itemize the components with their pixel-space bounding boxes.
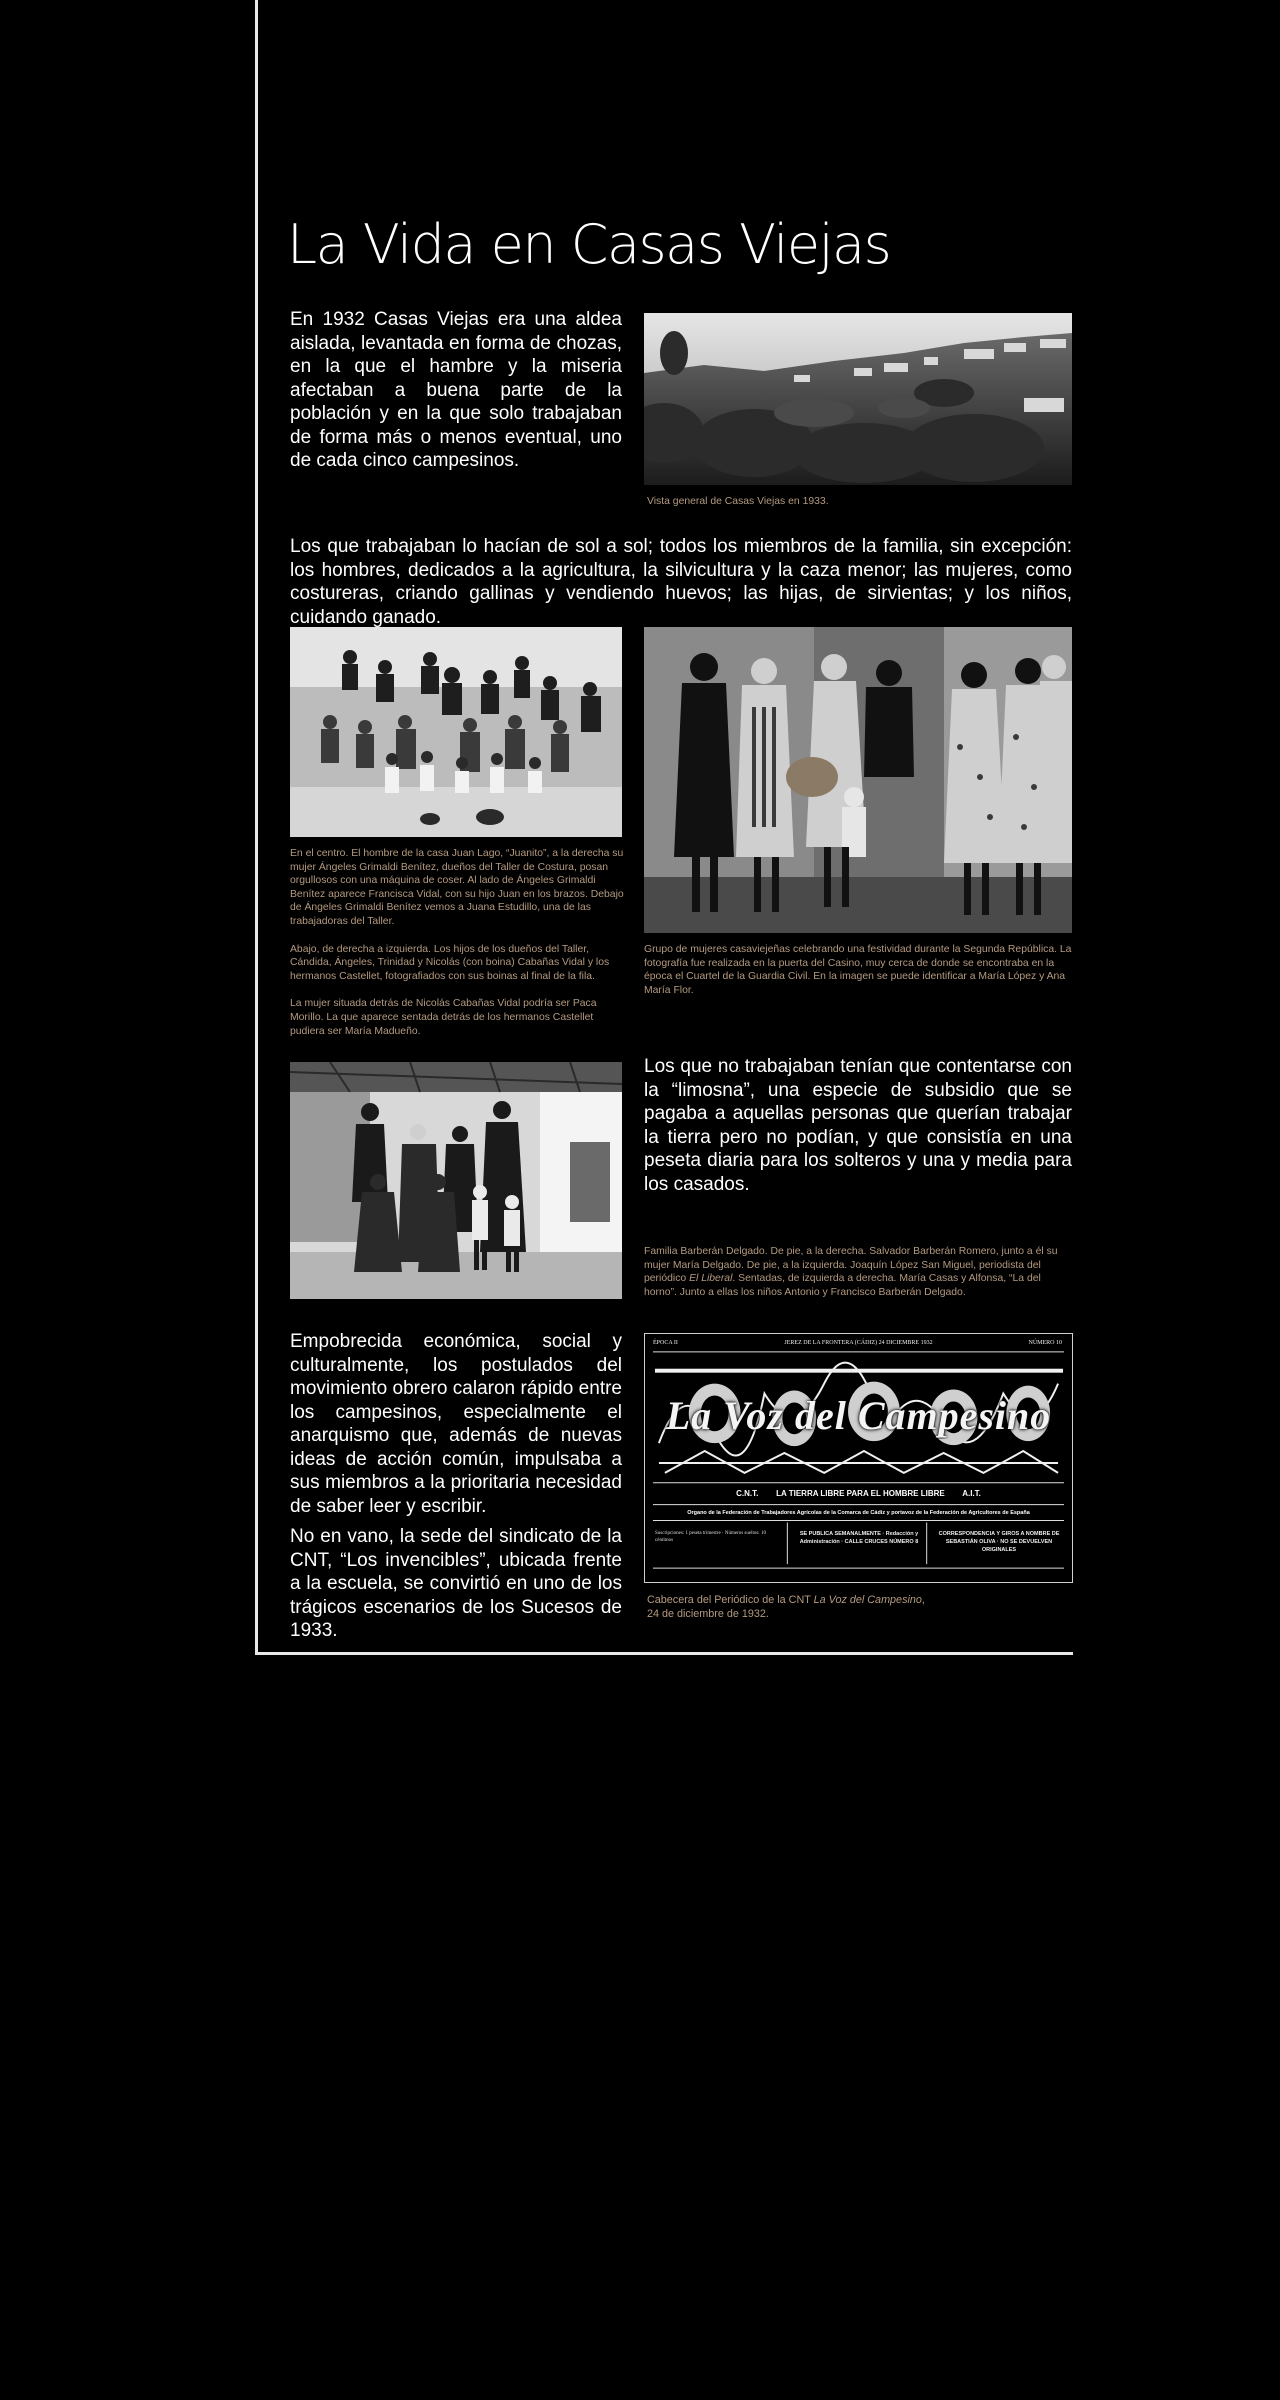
limosna-paragraph: Los que no trabajaban tenían que contentarse con la “limosna”, una especie de subsidio que se pagaba a aquellas personas que querían trabajar la tierra pero no podían, y que consistía en una peseta diaria para los solteros y una y media para los casados. bbox=[644, 1056, 1072, 1195]
women-group-photo bbox=[644, 627, 1072, 933]
village-view-photo bbox=[644, 313, 1072, 485]
newspaper-caption-date: 24 de diciembre de 1932. bbox=[647, 1608, 769, 1620]
cnt-paragraph: No en vano, la sede del sindicato de la CNT, “Los invencibles”, ubicada frente a la escuela, se convirtió en uno de los trágicos escenarios de los Sucesos de 1933. bbox=[290, 1526, 622, 1641]
newspaper-header-image bbox=[644, 1333, 1073, 1583]
newspaper-col-mid: SE PUBLICA SEMANALMENTE · Redacción y Administración · CALLE CRUCES NÚMERO 8 bbox=[799, 1531, 919, 1545]
family-photo bbox=[290, 1062, 622, 1299]
family-caption-newspaper: El Liberal bbox=[689, 1273, 733, 1285]
newspaper-masthead: La Voz del Campesino bbox=[665, 1393, 1052, 1438]
frame-bottom-rule bbox=[255, 1652, 1073, 1655]
newspaper-slogan-right: A.I.T. bbox=[962, 1489, 981, 1498]
family-caption bbox=[644, 1245, 1072, 1299]
intro-paragraph: En 1932 Casas Viejas era una aldea aislada, levantada en forma de chozas, en la que el hambre y la miseria afectaban a buena parte de la población y en la que solo trabajaban de forma más o menos eventual, uno de cada cinco campesinos. bbox=[290, 309, 622, 471]
newspaper-caption-part2: , bbox=[921, 1594, 925, 1606]
village-view-caption: Vista general de Casas Viejas en 1933. bbox=[647, 496, 829, 507]
newspaper-caption-title: La Voz del Campesino bbox=[813, 1594, 922, 1606]
newspaper-slogan-mid: LA TIERRA LIBRE PARA EL HOMBRE LIBRE bbox=[776, 1489, 945, 1498]
newspaper-col-right: CORRESPONDENCIA Y GIROS A NOMBRE DE SEBASTIÁN OLIVA · NO SE DEVUELVEN ORIGINALES bbox=[938, 1531, 1060, 1553]
frame-left-rule bbox=[255, 0, 258, 1655]
caption-paragraph-below: Abajo, de derecha a izquierda. Los hijos de los dueños del Taller, Cándida, Ángeles, Trinidad y Nicolás (con boina) Cabañas Vidal y los hermanos Castellet, fotografiados con sus boinas al final de la fila. bbox=[290, 943, 610, 982]
workers-paragraph: Los que trabajaban lo hacían de sol a sol; todos los miembros de la familia, sin excepción: los hombres, dedicados a la agricultura, la silvicultura y la caza menor; las mujeres, como costureras, criando gallinas y vendiendo huevos; las hijas, de sirvientas; y los niños, cuidando ganado. bbox=[290, 536, 1072, 628]
newspaper-slogan-left: C.N.T. bbox=[736, 1489, 759, 1498]
newspaper-col-left: Suscripciones: 1 peseta trimestre · Números sueltos: 10 céntimos bbox=[655, 1531, 766, 1543]
newspaper-caption-part1: Cabecera del Periódico de la CNT bbox=[647, 1594, 814, 1606]
family-caption-part1: Familia Barberán Delgado. De pie, a la derecha. Salvador Barberán Romero, junto a él su mujer María Delgado. De pie, a la izquierda. Joaquín López San Miguel, periodista del periódico bbox=[644, 1246, 1058, 1285]
family-caption-part2: . Sentadas, de izquierda a derecha. María Casas y Alfonsa, “La del horno”. Junto a ellas los niños Antonio y Francisco Barberán Delgado. bbox=[644, 1273, 1041, 1298]
page-title: La Vida en Casas Viejas bbox=[287, 213, 891, 276]
newspaper-dateline: JEREZ DE LA FRONTERA (CÁDIZ) 24 DICIEMBRE 1932 bbox=[784, 1340, 933, 1346]
caption-paragraph-center: En el centro. El hombre de la casa Juan Lago, “Juanito”, a la derecha su mujer Ángeles Grimaldi Benítez, dueños del Taller de Costura, posan orgullosos con una máquina de coser. Al lado de Ángeles Grimaldi Benítez aparece Francisca Vidal, con su hijo Juan en los brazos. Debajo de Ángeles Grimaldi Benítez vemos a Juana Estudillo, una de las trabajadoras del Taller. bbox=[290, 848, 624, 927]
newspaper-organ: Órgano de la Federación de Trabajadores Agrícolas de la Comarca de Cádiz y portavoz de la Federación de Agricultores de España bbox=[687, 1510, 1030, 1516]
newspaper-caption bbox=[647, 1593, 1067, 1621]
sewing-workshop-caption bbox=[290, 847, 624, 1038]
newspaper-numero: NÚMERO 10 bbox=[1028, 1340, 1062, 1346]
anarchism-paragraph: Empobrecida económica, social y culturalmente, los postulados del movimiento obrero calaron rápido entre los campesinos, especialmente el anarquismo que, además de nuevas ideas de acción común, impulsaba a sus miembros a la prioritaria necesidad de saber leer y escribir. bbox=[290, 1331, 622, 1517]
caption-paragraph-behind: La mujer situada detrás de Nicolás Cabañas Vidal podría ser Paca Morillo. La que aparece sentada detrás de los hermanos Castellet pudiera ser María Madueño. bbox=[290, 998, 597, 1037]
women-group-caption: Grupo de mujeres casaviejeñas celebrando una festividad durante la Segunda República. La fotografía fue realizada en la puerta del Casino, muy cerca de donde se encontraba en la época el Cuartel de la Guardia Civil. En la imagen se puede identificar a María López y Ana María Flor. bbox=[644, 944, 1072, 996]
newspaper-epoca: ÉPOCA II bbox=[653, 1340, 678, 1346]
sewing-workshop-photo bbox=[290, 627, 622, 837]
